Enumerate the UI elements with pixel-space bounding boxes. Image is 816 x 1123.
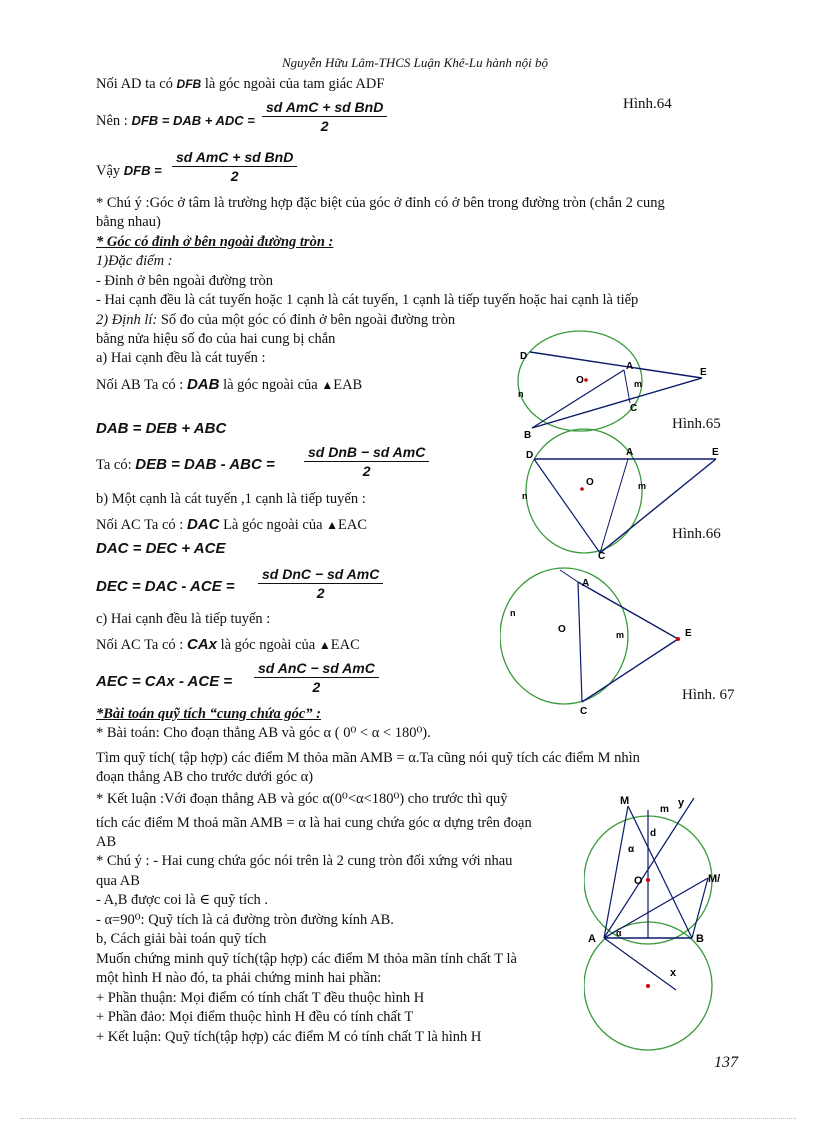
label-n: n [518, 389, 524, 399]
text-line: Nối AC Ta có : DAC Là góc ngoài của ▲EAC [96, 516, 368, 533]
label-C: C [630, 403, 638, 414]
text-line: + Phần đảo: Mọi điểm thuộc hình H đều có tính chất T [96, 1009, 414, 1025]
label-C: C [580, 706, 588, 717]
text-line: - α=90⁰: Quỹ tích là cả đường tròn đường kính AB. [96, 912, 394, 928]
label-O: O [576, 375, 584, 386]
label-O: O [634, 875, 643, 887]
label-A: A [626, 361, 634, 372]
page-number: 137 [714, 1054, 738, 1071]
case-title: b) Một cạnh là cát tuyến ,1 cạnh là tiếp tuyến : [96, 491, 366, 507]
label-O: O [558, 624, 566, 635]
figure-caption: Hình. 67 [682, 687, 735, 703]
label-m: m [638, 481, 647, 491]
label-C: C [598, 551, 606, 560]
label-alpha: α [628, 844, 635, 855]
text-line: Nối AD ta có DFB là góc ngoài của tam giác ADF [96, 76, 385, 92]
text-line: + Kết luận: Quỹ tích(tập hợp) các điểm M có tính chất T là hình H [96, 1029, 482, 1045]
label-O: O [586, 477, 594, 488]
equation: Ta có: DEB = DAB - ABC = [96, 456, 275, 473]
label-A: A [588, 933, 596, 945]
label-M-prime: M/ [708, 873, 721, 885]
text-line: Nên : DFB = DAB + ADC = [96, 113, 255, 129]
section-heading: * Góc có đỉnh ở bên ngoài đường tròn : [96, 234, 334, 250]
equation: AEC = CAx - ACE = [96, 673, 233, 690]
text-line: AB [96, 834, 117, 850]
text-line: qua AB [96, 873, 140, 889]
text-line: * Kết luận :Với đoạn thẳng AB và góc α(0⁰<α<180⁰) cho trước thì quỹ [96, 791, 508, 807]
equation: DAC = DEC + ACE [96, 540, 226, 557]
case-title: c) Hai cạnh đều là tiếp tuyến : [96, 611, 271, 627]
text-line: một hình H nào đó, ta phải chứng minh hai phần: [96, 970, 382, 986]
label-n: n [522, 491, 528, 501]
figure-caption: Hình.65 [672, 416, 721, 432]
text-line: Tìm quỹ tích( tập hợp) các điểm M thỏa mãn AMB = α.Ta cũng nói quỹ tích các điểm M nhìn [96, 750, 640, 766]
text-line: 2) Định lí: Số đo của một góc có đỉnh ở bên ngoài đường tròn [96, 312, 456, 328]
label-n: n [510, 608, 516, 618]
label-D: D [526, 450, 534, 461]
label-E: E [712, 447, 719, 458]
case-title: a) Hai cạnh đều là cát tuyến : [96, 350, 266, 366]
fraction: sd AmC + sd BnD 2 [262, 99, 387, 134]
text-line: Nối AC Ta có : CAx là góc ngoài của ▲EAC [96, 636, 360, 653]
label-E: E [685, 628, 692, 639]
text-line: - Hai cạnh đều là cát tuyến hoặc 1 cạnh là cát tuyến, 1 cạnh là tiếp tuyến hoặc hai cạnh là tiếp [96, 292, 639, 308]
text-line: b, Cách giải bài toán quỹ tích [96, 931, 267, 947]
label-m: m [660, 804, 669, 815]
label-D: D [520, 351, 528, 362]
fraction: sd DnB − sd AmC 2 [304, 444, 429, 479]
section-heading: *Bài toán quỹ tích “cung chứa góc” : [96, 706, 321, 722]
label-B: B [524, 430, 532, 441]
text-line: Nối AB Ta có : DAB là góc ngoài của ▲EAB [96, 376, 363, 393]
fraction: sd AmC + sd BnD 2 [172, 149, 297, 184]
note: * Chú ý :Góc ở tâm là trường hợp đặc biệt của góc ở đỉnh có ở bên trong đường tròn (chắn 2 cung [96, 195, 665, 211]
label-y: y [678, 797, 685, 809]
label-A: A [626, 447, 634, 458]
text-line: Vậy DFB = [96, 163, 162, 179]
equation: DAB = DEB + ABC [96, 420, 227, 437]
text-line: tích các điểm M thoả mãn AMB = α là hai cung chứa góc α dựng trên đoạn [96, 815, 532, 831]
fraction: sd DnC − sd AmC 2 [258, 566, 383, 601]
figure-locus [584, 790, 734, 1052]
text-line: bằng nửa hiệu số đo của hai cung bị chắn [96, 331, 336, 347]
text-line: - A,B được coi là ∈ quỹ tích . [96, 892, 269, 908]
label-B: B [696, 933, 704, 945]
figure-caption: Hình.64 [623, 96, 672, 112]
text-line: * Chú ý : - Hai cung chứa góc nói trên là 2 cung tròn đối xứng với nhau [96, 853, 513, 869]
text-line: Muốn chứng minh quỹ tích(tập hợp) các điểm M thỏa mãn tính chất T là [96, 951, 517, 967]
footer-divider [20, 1118, 796, 1119]
label-d: d [650, 828, 657, 839]
fraction: sd AnC − sd AmC 2 [254, 660, 379, 695]
label-x: x [670, 967, 677, 979]
label-alpha: α [616, 928, 622, 938]
equation: DEC = DAC - ACE = [96, 578, 235, 595]
page-header: Nguyễn Hữu Lâm-THCS Luận Khê-Lu hành nội bộ [282, 55, 549, 70]
text-line: đoạn thẳng AB cho trước dưới góc α) [96, 769, 314, 785]
subheading: 1)Đặc điểm : [96, 253, 173, 269]
text-line: * Bài toán: Cho đoạn thẳng AB và góc α ( 0⁰ < α < 180⁰). [96, 725, 431, 741]
text-line: - Đỉnh ở bên ngoài đường tròn [96, 273, 274, 289]
label-E: E [700, 367, 707, 378]
note: bằng nhau) [96, 214, 161, 230]
label-m: m [616, 630, 625, 640]
text-line: + Phần thuận: Mọi điểm có tính chất T đều thuộc hình H [96, 990, 425, 1006]
figure-caption: Hình.66 [672, 526, 721, 542]
label-M: M [620, 795, 630, 807]
label-A: A [582, 578, 590, 589]
label-m: m [634, 379, 643, 389]
